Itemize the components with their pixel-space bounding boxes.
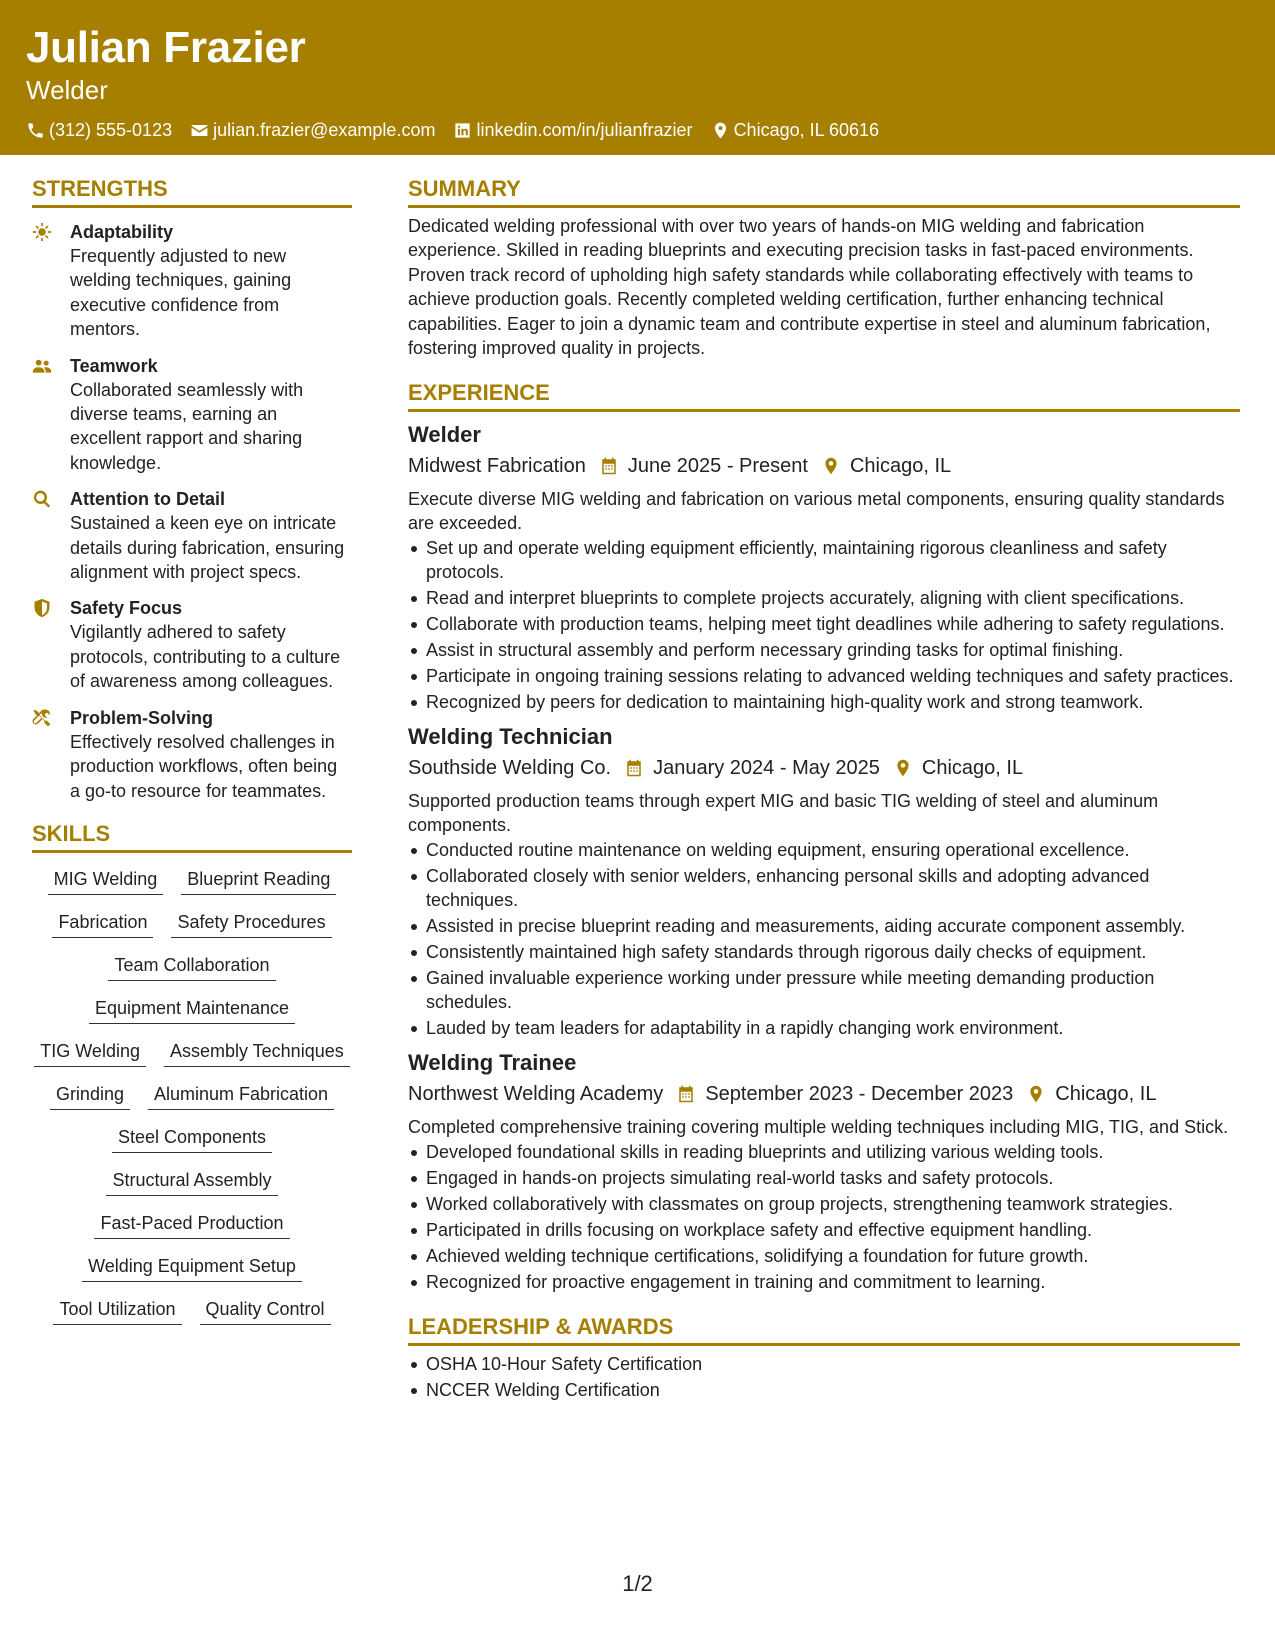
linkedin-icon [453, 121, 472, 140]
job-company: Northwest Welding Academy [408, 1083, 664, 1106]
bullet-item: Conducted routine maintenance on welding equipment, ensuring operational excellence. [408, 838, 1240, 862]
job-company: Southside Welding Co. [408, 757, 612, 780]
left-column [32, 174, 352, 1325]
job-title: Welder [408, 422, 481, 448]
job-dates: September 2023 - December 2023 [705, 1083, 1014, 1106]
linkedin-link[interactable]: linkedin.com/in/julianfrazier [476, 120, 693, 140]
award-item: NCCER Welding Certification [408, 1378, 1240, 1402]
skill-tag: MIG Welding [48, 867, 164, 895]
right-column [408, 174, 1240, 1404]
skill-tag: Aluminum Fabrication [148, 1082, 334, 1110]
map-pin-icon [1027, 1085, 1045, 1103]
skill-tag: Structural Assembly [106, 1168, 277, 1196]
contact-email[interactable] [190, 118, 435, 142]
job-entry [408, 1048, 1240, 1294]
map-pin-icon [894, 759, 912, 777]
job-bullets [408, 838, 1240, 1040]
bullet-item: Developed foundational skills in reading blueprints and utilizing various welding tools. [408, 1140, 1240, 1164]
skills-list [32, 867, 352, 1325]
skill-tag: Team Collaboration [108, 953, 275, 981]
strength-title: Teamwork [70, 355, 158, 376]
job-location: Chicago, IL [921, 757, 1024, 780]
bullet-item: Lauded by team leaders for adaptability in a rapidly changing work environment. [408, 1016, 1240, 1040]
skills-section [32, 819, 352, 1325]
map-pin-icon [822, 457, 840, 475]
strength-title: Attention to Detail [70, 489, 225, 510]
job-location: Chicago, IL [1055, 1083, 1157, 1106]
job-dates: January 2024 - May 2025 [653, 757, 880, 780]
bullet-item: Consistently maintained high safety standards through rigorous daily checks of equipment. [408, 940, 1240, 964]
calendar-icon [600, 457, 618, 475]
skill-tag: TIG Welding [34, 1039, 146, 1067]
contact-phone [26, 118, 172, 142]
summary-heading: SUMMARY [408, 174, 1240, 208]
skill-tag: Safety Procedures [171, 910, 331, 938]
skill-tag: Quality Control [200, 1297, 331, 1325]
bullet-item: Achieved welding technique certifications, solidifying a foundation for future growth. [408, 1244, 1240, 1268]
strength-title: Safety Focus [70, 598, 183, 619]
job-title: Welding Trainee [408, 1050, 577, 1076]
job-entry [408, 722, 1240, 1040]
strength-title: Adaptability [70, 222, 174, 242]
leadership-section [408, 1312, 1240, 1402]
bullet-item: Collaborated closely with senior welders, enhancing personal skills and adopting advanced techniques. [408, 864, 1240, 912]
leadership-heading: LEADERSHIP & AWARDS [408, 1312, 1240, 1346]
job-description: Supported production teams through expert MIG and basic TIG welding of steel and aluminum components. [408, 791, 1159, 836]
skill-tag: Equipment Maintenance [89, 996, 295, 1024]
skill-tag: Steel Components [112, 1125, 272, 1153]
candidate-name: Julian Frazier [26, 23, 306, 72]
job-description: Execute diverse MIG welding and fabrication on various metal components, ensuring quality standards are exceeded. [408, 489, 1225, 534]
strengths-list [32, 220, 352, 803]
job-description: Completed comprehensive training covering multiple welding techniques including MIG, TIG, and Stick. [408, 1117, 1229, 1138]
contact-location [711, 118, 879, 142]
strength-item [32, 354, 352, 476]
bullet-item: Engaged in hands-on projects simulating real-world tasks and safety protocols. [408, 1166, 1240, 1190]
sun-icon [32, 222, 52, 242]
job-meta [408, 451, 1240, 481]
leadership-list [408, 1352, 1240, 1402]
strength-item [32, 706, 352, 803]
award-item: OSHA 10-Hour Safety Certification [408, 1352, 1240, 1376]
skills-heading: SKILLS [32, 819, 352, 853]
contact-bar [26, 118, 1275, 142]
shield-icon [32, 598, 52, 618]
job-meta [408, 753, 1240, 783]
skill-tag: Assembly Techniques [164, 1039, 350, 1067]
search-icon [32, 489, 52, 509]
skill-tag: Fast-Paced Production [94, 1211, 289, 1239]
experience-section [408, 378, 1240, 1294]
skill-tag: Grinding [50, 1082, 130, 1110]
bullet-item: Set up and operate welding equipment efficiently, maintaining rigorous cleanliness and safety protocols. [408, 536, 1240, 584]
bullet-item: Read and interpret blueprints to complete projects accurately, aligning with client specifications. [408, 586, 1240, 610]
strength-item [32, 487, 352, 584]
job-company: Midwest Fabrication [408, 455, 586, 478]
skill-tag: Tool Utilization [53, 1297, 181, 1325]
strength-desc: Sustained a keen eye on intricate details during fabrication, ensuring alignment with project specs. [70, 513, 345, 583]
tools-icon [32, 708, 52, 728]
strength-desc: Vigilantly adhered to safety protocols, contributing to a culture of awareness among colleagues. [70, 622, 341, 692]
location-text: Chicago, IL 60616 [733, 120, 880, 140]
bullet-item: Recognized by peers for dedication to maintaining high-quality work and strong teamwork. [408, 690, 1240, 714]
job-bullets [408, 1140, 1240, 1294]
calendar-icon [625, 759, 643, 777]
bullet-item: Participate in ongoing training sessions relating to advanced welding techniques and safety practices. [408, 664, 1240, 688]
strength-item [32, 220, 352, 342]
job-entry [408, 420, 1240, 714]
bullet-item: Participated in drills focusing on workplace safety and effective equipment handling. [408, 1218, 1240, 1242]
strength-desc: Collaborated seamlessly with diverse teams, earning an excellent rapport and sharing knowledge. [70, 379, 304, 473]
skill-tag: Fabrication [52, 910, 153, 938]
bullet-item: Recognized for proactive engagement in training and commitment to learning. [408, 1270, 1240, 1294]
bullet-item: Collaborate with production teams, helping meet tight deadlines while adhering to safety regulations. [408, 612, 1240, 636]
users-icon [32, 356, 52, 376]
job-meta [408, 1079, 1240, 1109]
job-dates: June 2025 - Present [627, 455, 808, 478]
bullet-item: Assist in structural assembly and perform necessary grinding tasks for optimal finishing. [408, 638, 1240, 662]
job-bullets [408, 536, 1240, 714]
bullet-item: Assisted in precise blueprint reading and measurements, aiding accurate component assembly. [408, 914, 1240, 938]
strength-desc: Effectively resolved challenges in production workflows, often being a go-to resource for teammates. [70, 731, 338, 801]
email-link[interactable]: julian.frazier@example.com [213, 120, 436, 140]
envelope-icon [190, 121, 209, 140]
phone-text: (312) 555-0123 [49, 120, 173, 140]
map-pin-icon [711, 121, 730, 140]
strengths-heading: STRENGTHS [32, 174, 352, 208]
phone-icon [26, 121, 45, 140]
job-title: Welding Technician [408, 724, 613, 750]
summary-text: Dedicated welding professional with over two years of hands-on MIG welding and fabrication experience. Skilled in reading blueprints and executing precision tasks in fast-paced environments. Proven track record of upholding high safety standards while collaborating effectively with teams to achieve production goals. Recently completed welding certification, further enhancing technical capabilities. Eager to join a dynamic team and contribute expertise in steel and aluminum fabrication, fostering improved quality in projects. [408, 216, 1211, 359]
strength-desc: Frequently adjusted to new welding techniques, gaining executive confidence from mentors. [70, 246, 292, 340]
strength-title: Problem-Solving [70, 707, 214, 728]
resume-header [0, 0, 1275, 155]
skill-tag: Blueprint Reading [181, 867, 336, 895]
calendar-icon [677, 1085, 695, 1103]
contact-linkedin[interactable] [453, 118, 692, 142]
candidate-title: Welder [26, 75, 108, 105]
bullet-item: Worked collaboratively with classmates on group projects, strengthening teamwork strategies. [408, 1192, 1240, 1216]
bullet-item: Gained invaluable experience working under pressure while meeting demanding production schedules. [408, 966, 1240, 1014]
strength-item [32, 596, 352, 693]
skill-tag: Welding Equipment Setup [82, 1254, 302, 1282]
experience-heading: EXPERIENCE [408, 378, 1240, 412]
page-number: 1/2 [622, 1571, 653, 1596]
job-location: Chicago, IL [849, 455, 952, 478]
